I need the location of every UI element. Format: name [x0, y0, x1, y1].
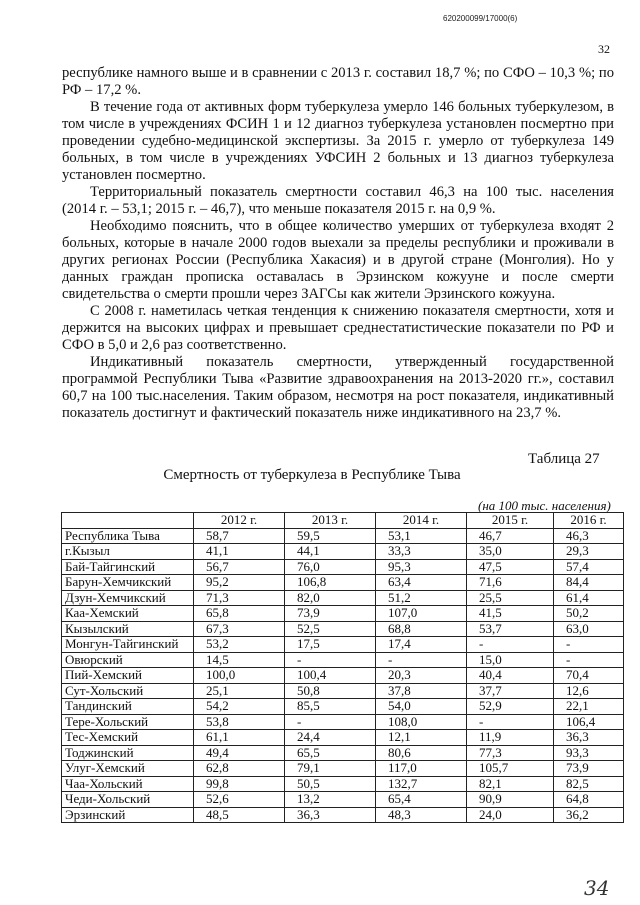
value-cell: 41,1 [194, 544, 285, 560]
table-row [62, 683, 624, 699]
value-cell: 24,4 [285, 730, 376, 746]
column-header: 2015 г. [467, 513, 554, 529]
value-cell: 48,5 [194, 807, 285, 823]
value-cell: 67,3 [194, 621, 285, 637]
value-cell: 41,5 [467, 606, 554, 622]
region-name-cell: Кызылский [62, 621, 194, 637]
paragraph: Необходимо пояснить, что в общее количество умерших от туберкулеза входят 2 больных, которые в начале 2000 годов выехали за пределы республики и проживали в других регионах России (Республика Хакасия) и в другой стране (Монголия). Но у данных граждан прописка оставалась в Эрзинском кожууне и после смерти свидетельства о смерти прошли через ЗАГСы как жители Эрзинского кожууна. [62, 218, 614, 302]
value-cell: 63,4 [376, 575, 467, 591]
value-cell: 76,0 [285, 559, 376, 575]
value-cell: 70,4 [554, 668, 624, 684]
table-row [62, 637, 624, 653]
value-cell: 53,7 [467, 621, 554, 637]
value-cell: 11,9 [467, 730, 554, 746]
region-name-cell: Улуг-Хемский [62, 761, 194, 777]
region-name-cell: Чеди-Хольский [62, 792, 194, 808]
value-cell: 93,3 [554, 745, 624, 761]
table-label: Таблица 27 [528, 451, 600, 467]
table-row [62, 606, 624, 622]
value-cell: - [376, 652, 467, 668]
table-header-row [62, 513, 624, 529]
value-cell: 49,4 [194, 745, 285, 761]
handwritten-page-number: 34 [584, 876, 610, 900]
value-cell: 46,3 [554, 528, 624, 544]
table-row [62, 776, 624, 792]
value-cell: 36,3 [554, 730, 624, 746]
value-cell: 90,9 [467, 792, 554, 808]
table-row [62, 575, 624, 591]
value-cell: 65,5 [285, 745, 376, 761]
value-cell: 57,4 [554, 559, 624, 575]
mortality-table [61, 512, 624, 823]
region-name-cell: Эрзинский [62, 807, 194, 823]
value-cell: 132,7 [376, 776, 467, 792]
value-cell: 105,7 [467, 761, 554, 777]
value-cell: 71,6 [467, 575, 554, 591]
value-cell: 73,9 [554, 761, 624, 777]
column-header: 2014 г. [376, 513, 467, 529]
value-cell: 65,8 [194, 606, 285, 622]
paragraph: С 2008 г. наметилась четкая тенденция к снижению показателя смертности, хотя и держится на высоких цифрах и превышает среднестатистические показатели по РФ и СФО в 5,0 и 2,6 раз соответственно. [62, 303, 614, 353]
value-cell: 80,6 [376, 745, 467, 761]
value-cell: 14,5 [194, 652, 285, 668]
value-cell: 37,7 [467, 683, 554, 699]
region-name-cell: Овюрский [62, 652, 194, 668]
value-cell: 82,0 [285, 590, 376, 606]
value-cell: - [554, 652, 624, 668]
document-id: 620200099/17000(6) [443, 14, 518, 23]
table-row [62, 590, 624, 606]
region-name-cell: Монгун-Тайгинский [62, 637, 194, 653]
value-cell: 99,8 [194, 776, 285, 792]
value-cell: 13,2 [285, 792, 376, 808]
value-cell: 61,4 [554, 590, 624, 606]
value-cell: 48,3 [376, 807, 467, 823]
value-cell: 12,6 [554, 683, 624, 699]
value-cell: - [467, 637, 554, 653]
table-title: Смертность от туберкулеза в Республике Тыва [163, 467, 461, 483]
column-header: 2013 г. [285, 513, 376, 529]
value-cell: 71,3 [194, 590, 285, 606]
value-cell: 36,2 [554, 807, 624, 823]
value-cell: 63,0 [554, 621, 624, 637]
value-cell: 54,2 [194, 699, 285, 715]
value-cell: 52,6 [194, 792, 285, 808]
value-cell: 50,2 [554, 606, 624, 622]
region-name-cell: Сут-Хольский [62, 683, 194, 699]
value-cell: 44,1 [285, 544, 376, 560]
table-row [62, 792, 624, 808]
paragraph: Индикативный показатель смертности, утвержденный государственной программой Республики Тыва «Развитие здравоохранения на 2013-2020 гг.», составил 60,7 на 100 тыс.населения. Таким образом, несмотря на рост показателя, индикативный показатель достигнут и фактический показатель ниже индикативного на 23,7 %. [62, 354, 614, 421]
value-cell: 50,8 [285, 683, 376, 699]
value-cell: 24,0 [467, 807, 554, 823]
region-name-cell: Чаа-Хольский [62, 776, 194, 792]
table-row [62, 714, 624, 730]
value-cell: - [285, 652, 376, 668]
value-cell: 100,0 [194, 668, 285, 684]
value-cell: 53,2 [194, 637, 285, 653]
region-name-cell: Каа-Хемский [62, 606, 194, 622]
value-cell: 25,5 [467, 590, 554, 606]
value-cell: 25,1 [194, 683, 285, 699]
region-name-cell: Бай-Тайгинский [62, 559, 194, 575]
region-name-cell: Пий-Хемский [62, 668, 194, 684]
region-name-cell: Тандинский [62, 699, 194, 715]
value-cell: 95,2 [194, 575, 285, 591]
paragraph: В течение года от активных форм туберкулеза умерло 146 больных туберкулезом, в том числе в учреждениях ФСИН 1 и 12 диагноз туберкулеза установлен посмертно при проведении судебно-медицинской экспертизы. За 2015 г. умерло от туберкулеза 149 больных, в том числе в учреждениях УФСИН 2 больных и 13 диагноз туберкулеза установлен посмертно. [62, 99, 614, 183]
value-cell: 40,4 [467, 668, 554, 684]
value-cell: 35,0 [467, 544, 554, 560]
value-cell: 65,4 [376, 792, 467, 808]
table-row [62, 621, 624, 637]
value-cell: 58,7 [194, 528, 285, 544]
value-cell: 106,4 [554, 714, 624, 730]
region-name-cell: г.Кызыл [62, 544, 194, 560]
column-header: 2016 г. [554, 513, 624, 529]
value-cell: 51,2 [376, 590, 467, 606]
value-cell: 100,4 [285, 668, 376, 684]
table-row [62, 652, 624, 668]
value-cell: 53,8 [194, 714, 285, 730]
value-cell: 36,3 [285, 807, 376, 823]
table-row [62, 730, 624, 746]
table-row [62, 528, 624, 544]
table-row [62, 559, 624, 575]
column-header [62, 513, 194, 529]
column-header: 2012 г. [194, 513, 285, 529]
value-cell: 59,5 [285, 528, 376, 544]
region-name-cell: Дзун-Хемчикский [62, 590, 194, 606]
value-cell: 117,0 [376, 761, 467, 777]
value-cell: 12,1 [376, 730, 467, 746]
region-name-cell: Республика Тыва [62, 528, 194, 544]
value-cell: 82,5 [554, 776, 624, 792]
region-name-cell: Тоджинский [62, 745, 194, 761]
value-cell: 56,7 [194, 559, 285, 575]
region-name-cell: Барун-Хемчикский [62, 575, 194, 591]
table-row [62, 761, 624, 777]
value-cell: 106,8 [285, 575, 376, 591]
value-cell: 53,1 [376, 528, 467, 544]
value-cell: 15,0 [467, 652, 554, 668]
value-cell: 73,9 [285, 606, 376, 622]
value-cell: - [467, 714, 554, 730]
value-cell: 85,5 [285, 699, 376, 715]
value-cell: - [285, 714, 376, 730]
value-cell: 108,0 [376, 714, 467, 730]
value-cell: 47,5 [467, 559, 554, 575]
table-row [62, 699, 624, 715]
value-cell: 68,8 [376, 621, 467, 637]
value-cell: 64,8 [554, 792, 624, 808]
value-cell: 62,8 [194, 761, 285, 777]
table-row [62, 544, 624, 560]
value-cell: 54,0 [376, 699, 467, 715]
table-row [62, 668, 624, 684]
value-cell: 37,8 [376, 683, 467, 699]
value-cell: 52,9 [467, 699, 554, 715]
value-cell: 77,3 [467, 745, 554, 761]
region-name-cell: Тес-Хемский [62, 730, 194, 746]
value-cell: - [554, 637, 624, 653]
value-cell: 22,1 [554, 699, 624, 715]
body-text [62, 65, 614, 422]
value-cell: 84,4 [554, 575, 624, 591]
paragraph: республике намного выше и в сравнении с 2013 г. составил 18,7 %; по СФО – 10,3 %; по РФ – 17,2 %. [62, 65, 614, 98]
table-row [62, 745, 624, 761]
value-cell: 61,1 [194, 730, 285, 746]
region-name-cell: Тере-Хольский [62, 714, 194, 730]
value-cell: 17,5 [285, 637, 376, 653]
value-cell: 95,3 [376, 559, 467, 575]
page-number: 32 [598, 42, 610, 56]
value-cell: 82,1 [467, 776, 554, 792]
value-cell: 29,3 [554, 544, 624, 560]
value-cell: 52,5 [285, 621, 376, 637]
value-cell: 46,7 [467, 528, 554, 544]
value-cell: 50,5 [285, 776, 376, 792]
table-units: (на 100 тыс. населения) [478, 498, 611, 513]
value-cell: 33,3 [376, 544, 467, 560]
value-cell: 79,1 [285, 761, 376, 777]
value-cell: 107,0 [376, 606, 467, 622]
value-cell: 20,3 [376, 668, 467, 684]
value-cell: 17,4 [376, 637, 467, 653]
table-row [62, 807, 624, 823]
paragraph: Территориальный показатель смертности составил 46,3 на 100 тыс. населения (2014 г. – 53,1; 2015 г. – 46,7), что меньше показателя 2015 г. на 0,9 %. [62, 184, 614, 217]
